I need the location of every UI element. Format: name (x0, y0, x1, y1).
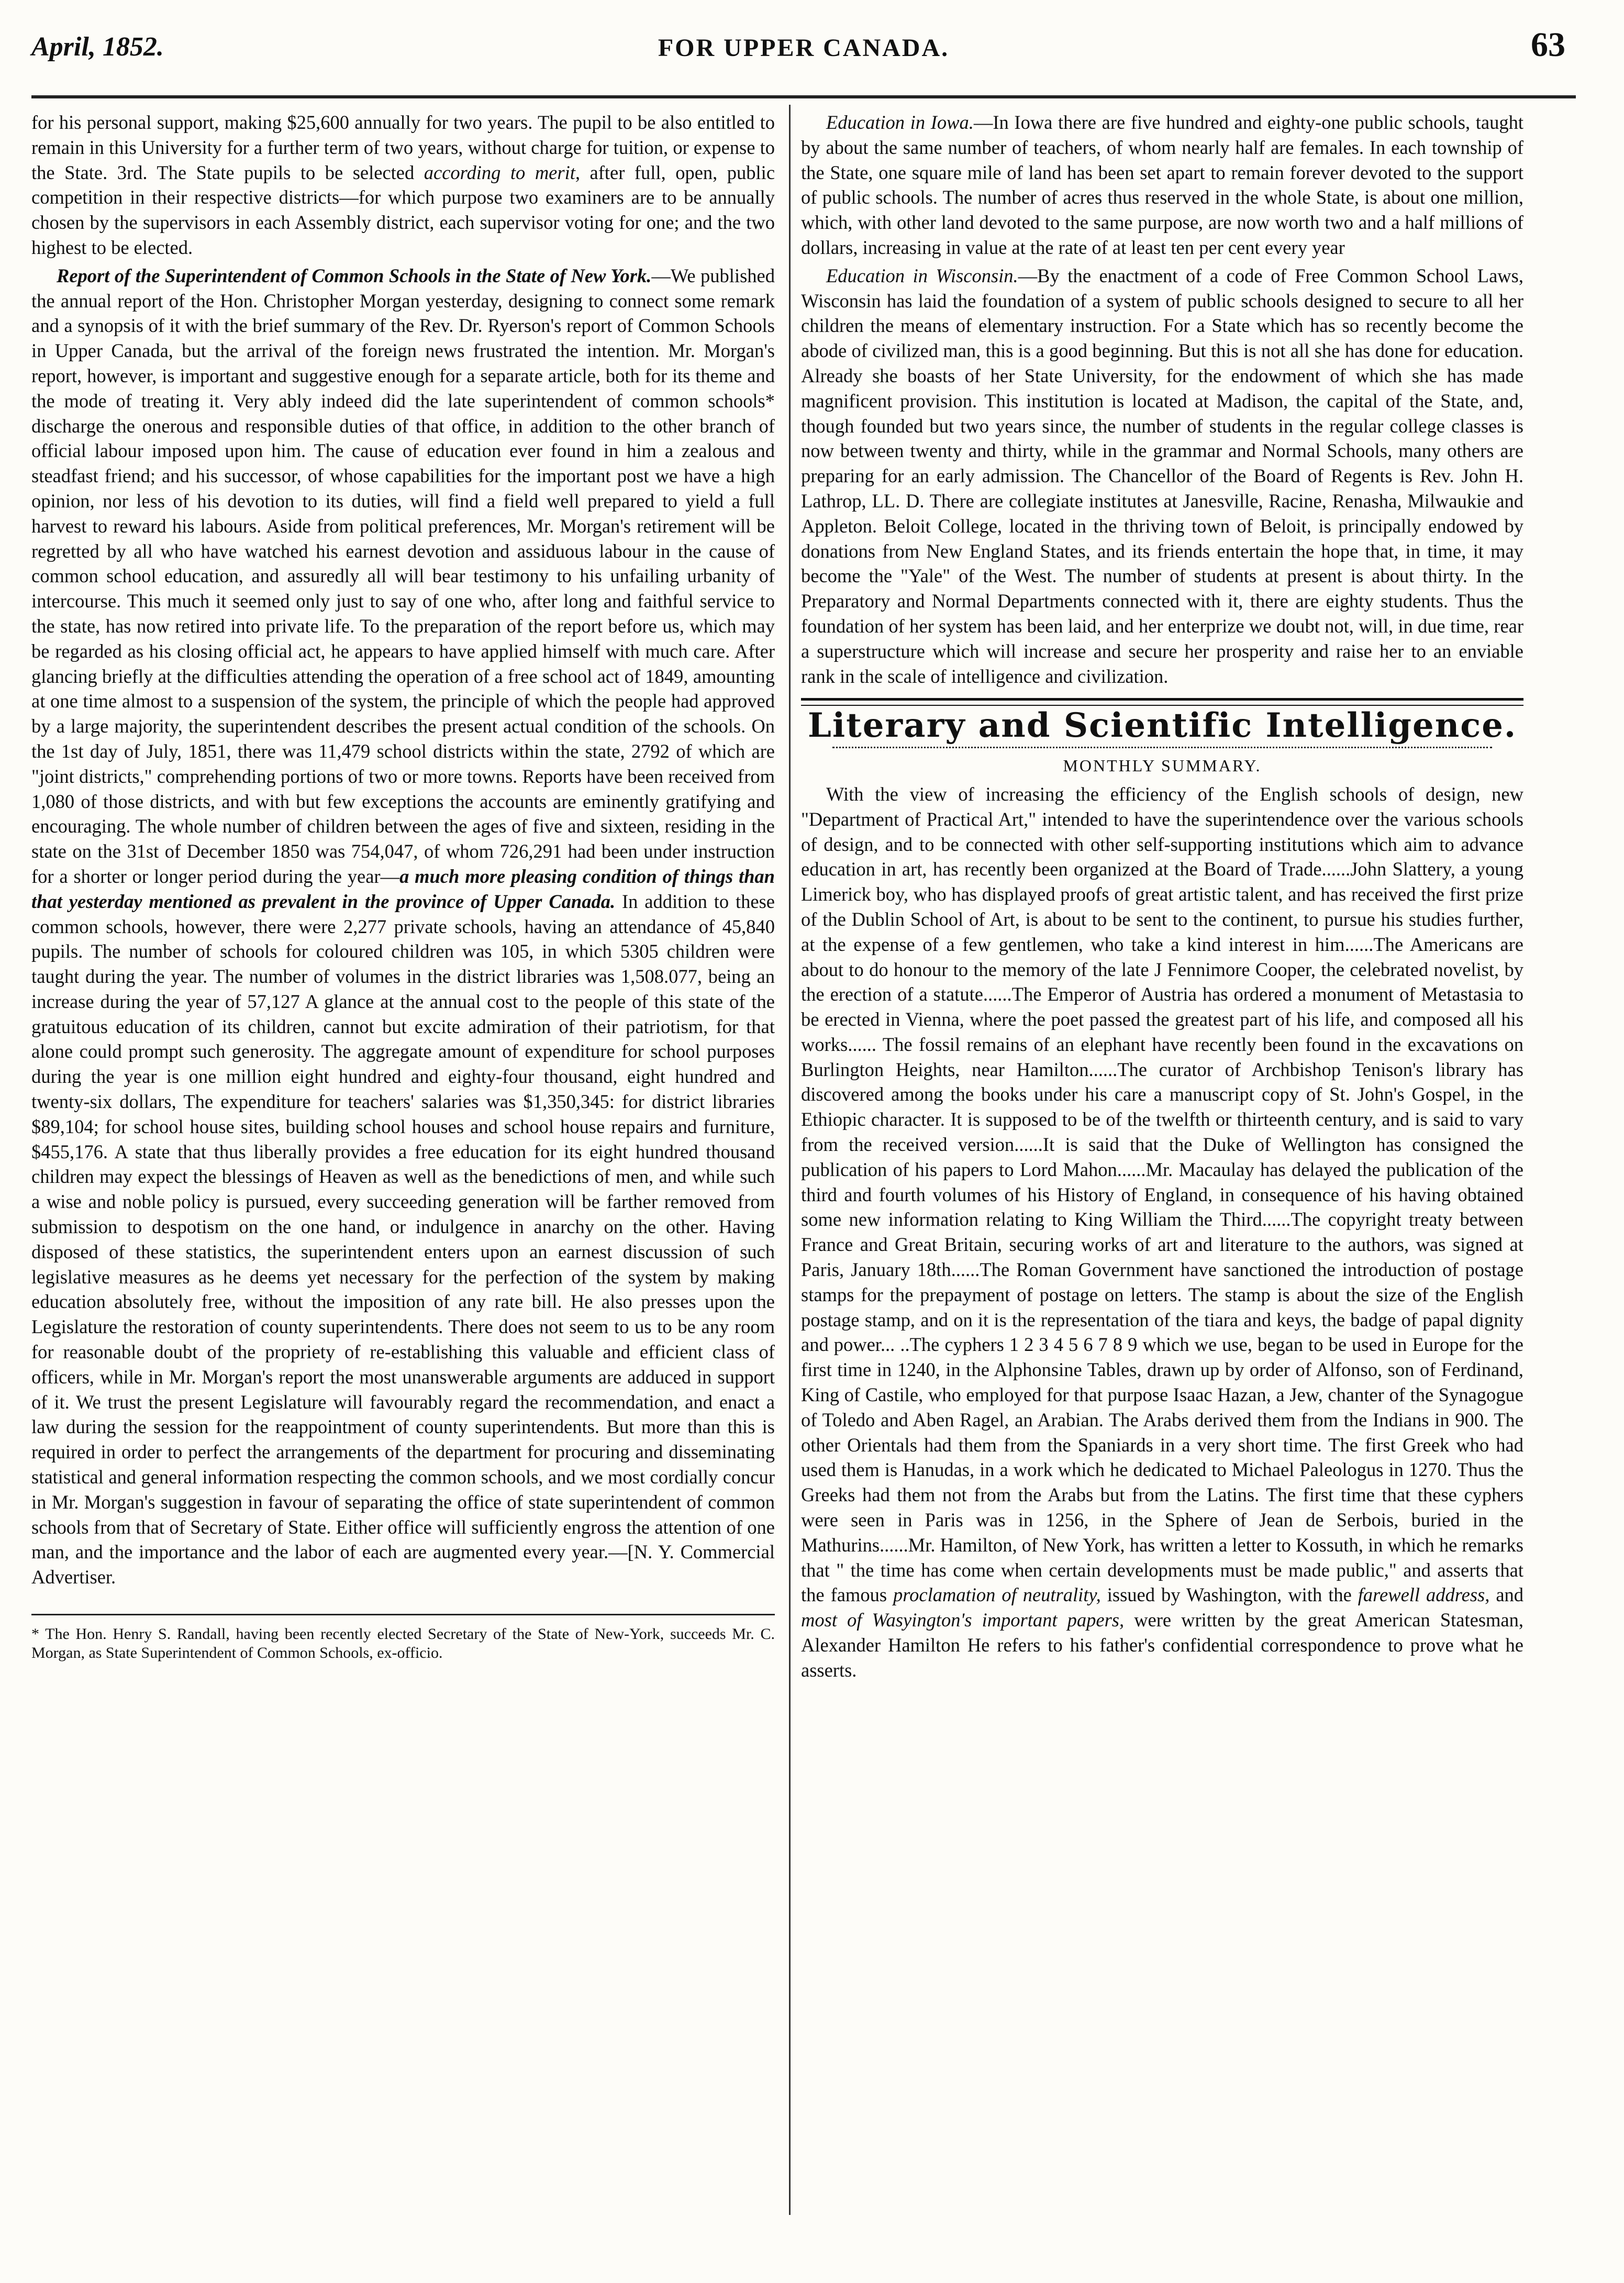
text-run: for his personal support, making $25,600 annually for two years. The pupil to be also entitled to remain in this University for a further term of two years, without charge for tuition, or expense to the State. 3rd. The State pupils to be selected (31, 112, 775, 183)
article-report (31, 263, 775, 1590)
page-number: 63 (1531, 26, 1565, 64)
text-run: and (1496, 1584, 1524, 1606)
section-rule (801, 698, 1523, 706)
left-column (31, 110, 775, 1666)
text-run: —By the enactment of a code of Free Common School Laws, Wisconsin has laid the foundation of a system of public schools designed to secure to all her children the means of elementary instruction. For a State which has so recently become the abode of civilized man, this is a good beginning. But this is not all she has done for education. Already she boasts of her State University, for the endowment of which she has made magnificent provision. This institution is located at Madison, the capital of the State, and, though founded but two years since, the number of students in the regular college classes is now between twenty and thirty, while in the grammar and Normal Schools, many others are preparing for an early admission. The Chancellor of the Board of Regents is Rev. John H. Lathrop, LL. D. There are collegiate institutes at Janesville, Racine, Renasha, Milwaukie and Appleton. Beloit College, located in the thriving town of Beloit, is principally endowed by donations from New England States, and its friends entertain the hope that, in time, it may become the "Yale" of the West. The number of students at present is about thirty. In the Preparatory and Normal Departments connected with it, there are eighty students. Thus the foundation of her system has been laid, and her enterprize we doubt not, will, in due time, rear a superstructure which will increase and secure her prosperity and raise her to an enviable rank in the scale of intelligence and civilization. (801, 264, 1523, 687)
paragraph-continued (31, 110, 775, 260)
footnote: * The Hon. Henry S. Randall, having been recently elected Secretary of the State of New-York, succeeds Mr. C. Morgan, as State Superintendent of Common Schools, ex-officio. (31, 1625, 775, 1662)
text-run: —We published the annual report of the Hon. Christopher Morgan yesterday, designing to connect some remark and a synopsis of it with the brief summary of the Rev. Dr. Ryerson's report of Common Schools in Upper Canada, but the arrival of the foreign news frustrated the intention. Mr. Morgan's report, however, is important and suggestive enough for a separate article, both for its theme and the mode of treating it. Very ably indeed did the late superintendent of common schools* discharge the onerous and responsible duties of that office, in addition to the other branch of official labour imposed upon him. The cause of education ever found in him a zealous and steadfast friend; and his successor, of whose capabilities for the important post we have a high opinion, nor less of his devotion to its duties, will find a field well prepared to yield a full harvest to reward his labours. Aside from political preferences, Mr. Morgan's retirement will be regretted by all who have watched his earnest devotion and assiduous labour in the cause of common school education, and assuredly all will bear testimony to his unfailing urbanity of intercourse. This much it seemed only just to say of one who, after long and faithful service to the state, has now retired into private life. To the preparation of the report before us, which may be regarded as his closing official act, he appears to have applied himself with much care. After glancing briefly at the difficulties attending the operation of a free school act of 1849, amounting at one time almost to a suspension of the system, the principle of which the people had approved by a large majority, the superintendent describes the present actual condition of the schools. On the 1st day of July, 1851, there was 11,479 school districts within the state, 2792 of which are "joint districts," comprehending portions of two or more towns. Reports have been received from 1,080 of those districts, and with but few exceptions the accounts are eminently gratifying and encouraging. The whole number of children between the ages of five and sixteen, residing in the state on the 31st of December 1850 was 754,047, of whom 726,291 had been under instruction for a shorter or longer period during the year— (31, 264, 775, 887)
article-heading: Education in Wisconsin. (826, 264, 1018, 286)
text-run: proclamation of neutrality, (893, 1584, 1101, 1606)
section-title: Literary and Scientific Intelligence. (807, 706, 1517, 746)
monthly-summary-heading: MONTHLY SUMMARY. (1063, 756, 1262, 775)
right-column (801, 110, 1523, 1686)
text-run: farewell address, (1358, 1584, 1490, 1606)
text-run: most of Wasyington's important papers, (801, 1609, 1125, 1631)
article-iowa (801, 110, 1523, 260)
monthly-summary (801, 782, 1523, 1683)
text-run: With the view of increasing the efficiency of the English schools of design, new "Department of Practical Art," intended to have the superintendence over the various schools of design, and to be connected with other self-supporting institutions which aim to advance education in art, has recently been organized at the Board of Trade......John Slattery, a young Limerick boy, who has displayed proofs of great artistic talent, and has received the first prize of the Dublin School of Art, is about to be sent to the continent, to pursue his studies further, at the expense of a few gentlemen, who take a kind interest in him......The Americans are about to do honour to the memory of the late J Fennimore Cooper, the celebrated novelist, by the erection of a statute......The Emperor of Austria has ordered a monument of Metastasia to be erected in Vienna, where the poet passed the greatest part of his life, and composed all his works...... The fossil remains of an elephant have recently been found in the excavations on Burlington Heights, near Hamilton......The curator of Archbishop Tenison's library has discovered among the books under his care a manuscript copy of St. John's Gospel, in the Ethiopic character. It is supposed to be of the twelfth or thirteenth century, and is said to vary from the received version......It is said that the Duke of Wellington has consigned the publication of his papers to Lord Mahon......Mr. Macaulay has delayed the publication of the third and fourth volumes of his History of England, in consequence of his having obtained some new information relating to King William the Third......The copyright treaty between France and Great Britain, securing works of art and literature to the authors, was signed at Paris, January 18th......The Roman Government have sanctioned the introduction of postage stamps for the prepayment of postage on letters. The stamp is about the size of the English postage stamp, and on it is the representation of the tiara and keys, the badge of papal dignity and power... ..The cyphers 1 2 3 4 5 6 7 8 9 which we use, began to be used in Europe for the first time in 1240, in the Alphonsine Tables, drawn up by order of Alfonso, son of Ferdinand, King of Castile, who employed for that purpose Isaac Hazan, a Jew, chanter of the Synagogue of Toledo and Aben Ragel, an Arabian. The Arabs derived them from the Indians in 900. The other Orientals had them from the Spaniards in a very short time. The first Greek who had used them is Hanudas, in a work which he dedicated to Michael Paleologus in 1270. Thus the Greeks had them not from the Arabs but from the Latins. The first time that these cyphers were seen in Paris was in 1256, in the Sphere of Jean de Serbois, buried in the Mathurins......Mr. Hamilton, of New York, has written a letter to Kossuth, in which he remarks that " the time has come when certain developments must be made public," and asserts that the famous (801, 783, 1523, 1606)
article-heading: Report of the Superintendent of Common Schools in the State of New York. (57, 264, 652, 286)
text-run: were written by the great American Statesman, Alexander Hamilton He refers to his father's confidential correspondence to prove what he asserts. (801, 1609, 1523, 1681)
text-run: according to merit, (424, 161, 580, 183)
footnote-rule (31, 1614, 775, 1615)
text-run: In addition to these common schools, however, there were 2,277 private schools, having an attendance of 45,840 pupils. The number of schools for coloured children was 105, in which 5305 children were taught during the year. The number of volumes in the district libraries was 1,508.077, being an increase during the year of 57,127 A glance at the annual cost to the people of this state of the gratuitous education of its children, cannot but excite admiration of their patriotism, for that alone could prompt such generosity. The aggregate amount of expenditure for school purposes during the year is one million eight hundred and eighty-four thousand, eight hundred and twenty-six dollars, The expenditure for teachers' salaries was $1,350,345: for district libraries $89,104; for school house sites, building school houses and school house repairs and furniture, $455,176. A state that thus liberally provides a free education for its eight hundred thousand children may expect the blessings of Heaven as well as the benedictions of men, and while such a wise and noble policy is pursued, every succeeding generation will be farther removed from submission to despotism on the one hand, or indulgence in anarchy on the other. Having disposed of these statistics, the superintendent enters upon an earnest discussion of such legislative measures as he deems yet necessary for the perfection of the system by making education absolutely free, without the imposition of any rate bill. He also presses upon the Legislature the restoration of county superintendents. There does not seem to us to be any room for reasonable doubt of the propriety of re-establishing this valuable and efficient class of officers, while in Mr. Morgan's report the most unanswerable arguments are adduced in support of it. We trust the present Legislature will favourably regard the recommendation, and enact a law during the session for the reappointment of county superintendents. But more than this is required in order to perfect the arrangements of the department for procuring and disseminating statistical and general information respecting the common schools, and we most cordially concur in Mr. Morgan's suggestion in favour of separating the office of state superintendent of common schools from that of Secretary of State. Either office will sufficiently engross the attention of one man, and the importance and the labor of each are augmented every year.—[N. Y. Commercial Advertiser. (31, 890, 775, 1588)
text-run: a much more pleasing condition of things than that yesterday mentioned as prevalent in the province of Upper Canada. (31, 865, 775, 912)
header-rule (31, 95, 1576, 98)
page-header (31, 10, 1576, 68)
article-wisconsin (801, 263, 1523, 689)
article-heading: Education in Iowa. (826, 112, 974, 133)
running-title: FOR UPPER CANADA. (658, 34, 950, 62)
text-run: —In Iowa there are five hundred and eighty-one public schools, taught by about the same number of teachers, of whom nearly half are females. In each township of the State, one square mile of land has been set apart to remain forever devoted to the support of public schools. The number of acres thus reserved in the whole State, is about one million, which, with other land devoted to the same purpose, are now worth two and a half millions of dollars, increasing in value at the rate of at least ten per cent every year (801, 112, 1523, 258)
column-divider (789, 105, 791, 2215)
text-run: issued by Washington, with the (1107, 1584, 1352, 1606)
text-run: after full, open, public competition in their respective districts—for which purpose two examiners are to be annually chosen by the supervisors in each Assembly district, each supervisor voting for one; and the two highest to be elected. (31, 161, 775, 258)
issue-date: April, 1852. (31, 32, 164, 62)
